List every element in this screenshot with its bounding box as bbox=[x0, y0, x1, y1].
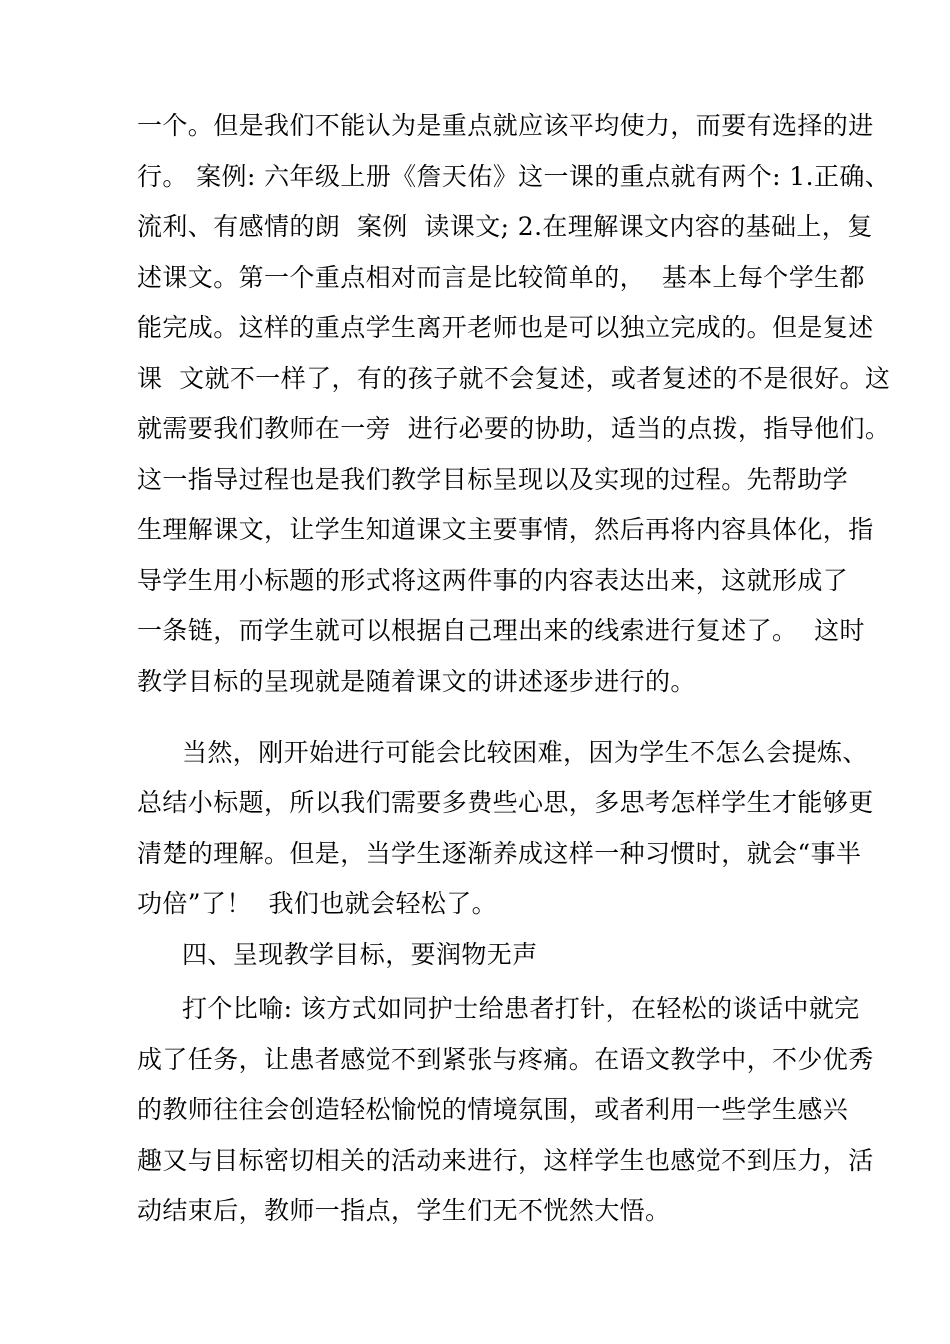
text-line: 动结束后，教师一指点，学生们无不恍然大悟。 bbox=[137, 1196, 671, 1225]
text-line: 述课文。第一个重点相对而言是比较简单的， 基本上每个学生都 bbox=[137, 263, 865, 292]
text-line: 总结小标题，所以我们需要多费些心思，多思考怎样学生才能够更 bbox=[137, 788, 874, 817]
text-line: 导学生用小标题的形式将这两件事的内容表达出来，这就形成了 bbox=[137, 566, 849, 595]
text-line: 就需要我们教师在一旁 进行必要的协助，适当的点拨，指导他们。 bbox=[137, 414, 891, 443]
text-line: 的教师往往会创造轻松愉悦的情境氛围，或者利用一些学生感兴 bbox=[137, 1095, 849, 1124]
text-line: 流利、有感情的朗 案例 读课文; 2.在理解课文内容的基础上，复 bbox=[137, 212, 873, 241]
text-line: 课 文就不一样了，有的孩子就不会复述，或者复述的不是很好。这 bbox=[137, 364, 891, 393]
text-line: 清楚的理解。但是，当学生逐渐养成这样一种习惯时，就会“事半 bbox=[137, 839, 862, 868]
text-line: 这一指导过程也是我们教学目标呈现以及实现的过程。先帮助学 bbox=[137, 465, 849, 494]
text-line: 一条链，而学生就可以根据自己理出来的线索进行复述了。 这时 bbox=[137, 616, 865, 645]
text-line: 能完成。这样的重点学生离开老师也是可以独立完成的。但是复述 bbox=[137, 313, 874, 342]
text-line: 趣又与目标密切相关的活动来进行，这样学生也感觉不到压力，活 bbox=[137, 1146, 874, 1175]
text-line: 生理解课文，让学生知道课文主要事情，然后再将内容具体化，指 bbox=[137, 515, 874, 544]
text-line: 一个。但是我们不能认为是重点就应该平均使力，而要有选择的进 bbox=[137, 111, 874, 140]
text-line: 功倍”了！ 我们也就会轻松了。 bbox=[137, 889, 498, 918]
text-line: 打个比喻: 该方式如同护士给患者打针，在轻松的谈话中就完 bbox=[182, 994, 860, 1023]
section-heading: 四、呈现教学目标，要润物无声 bbox=[182, 940, 538, 969]
text-line: 行。 案例: 六年级上册《詹天佑》这一课的重点就有两个: 1.正确、 bbox=[137, 162, 891, 191]
text-line: 当然，刚开始进行可能会比较困难，因为学生不怎么会提炼、 bbox=[182, 738, 868, 767]
text-line: 教学目标的呈现就是随着课文的讲述逐步进行的。 bbox=[137, 667, 696, 696]
text-line: 成了任务，让患者感觉不到紧张与疼痛。在语文教学中，不少优秀 bbox=[137, 1045, 874, 1074]
